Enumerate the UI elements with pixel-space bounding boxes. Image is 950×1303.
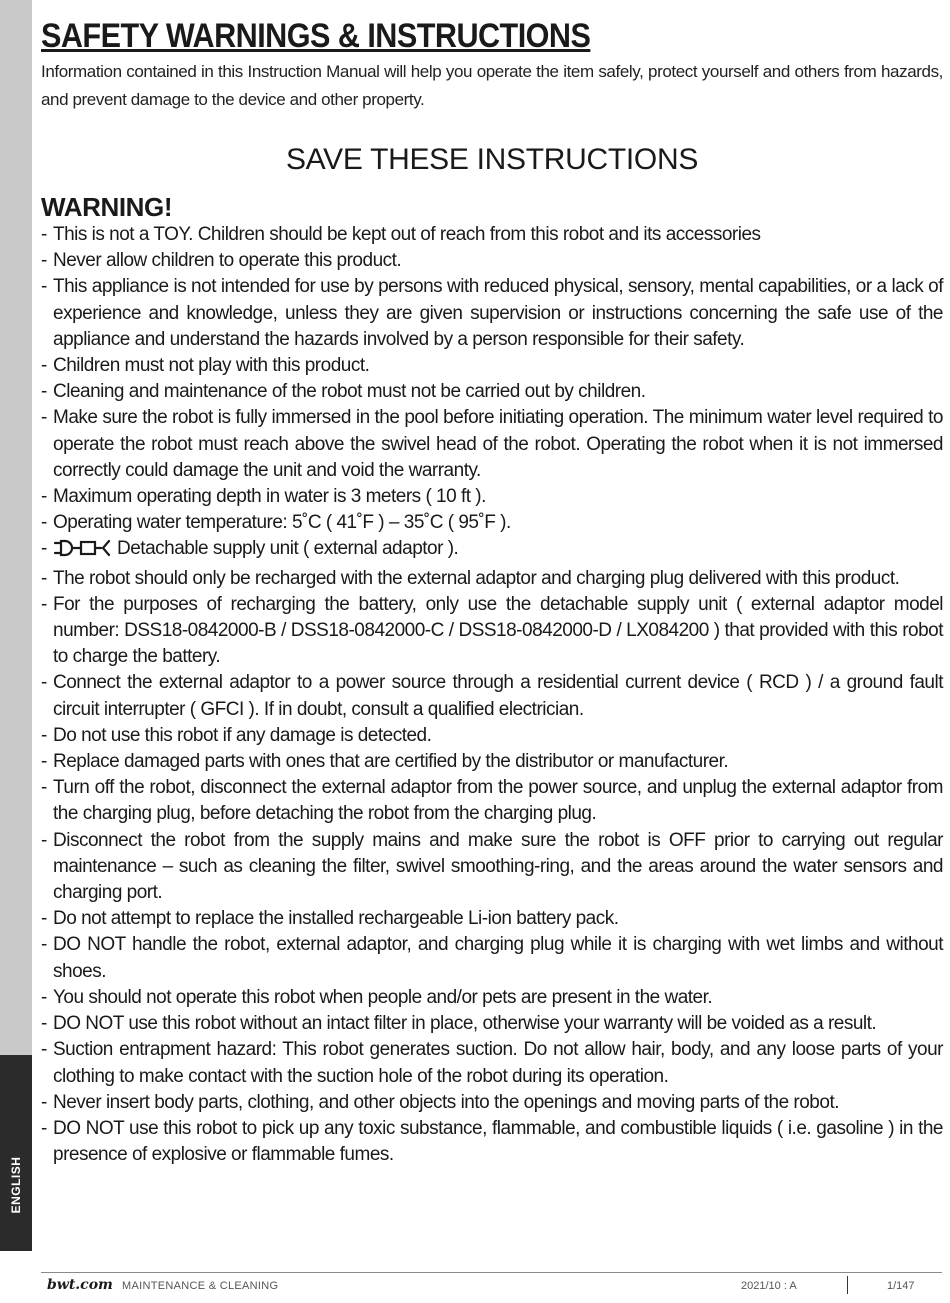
save-instructions-heading: SAVE THESE INSTRUCTIONS (285, 143, 699, 176)
warning-item: - Make sure the robot is fully immersed in the pool before initiating operation. The minimum water level required to operate the robot must reach above the swivel head of the robot. Operating the robot when it is not immersed correctly could damage the unit and void the warranty. (41, 405, 943, 484)
page-content (41, 14, 943, 1168)
footer-date: 2021/10 : A (741, 1280, 797, 1292)
warning-heading: WARNING! (41, 192, 173, 222)
warning-item: - You should not operate this robot when people and/or pets are present in the water. (41, 985, 943, 1011)
intro-paragraph: Information contained in this Instruction Manual will help you operate the item safely, protect yourself and others from hazards, and prevent damage to the device and other property. (41, 62, 943, 109)
warning-item: - Do not attempt to replace the installed rechargeable Li-ion battery pack. (41, 906, 943, 932)
warning-item: - Turn off the robot, disconnect the external adaptor from the power source, and unplug the external adaptor from the charging plug, before detaching the robot from the charging plug. (41, 775, 943, 827)
warning-item: - Maximum operating depth in water is 3 meters ( 10 ft ). (41, 484, 943, 510)
warning-item: - The robot should only be recharged with the external adaptor and charging plug delivered with this product. (41, 566, 943, 592)
language-tab (0, 1055, 32, 1251)
page-footer (41, 1272, 942, 1301)
footer-page-number: 1/147 (887, 1280, 915, 1292)
language-tab-label: ENGLISH (9, 1156, 23, 1214)
warning-item: - DO NOT use this robot to pick up any toxic substance, flammable, and combustible liquids ( i.e. gasoline ) in the presence of explosive or flammable fumes. (41, 1116, 943, 1168)
warning-item: - Children must not play with this product. (41, 353, 943, 379)
warning-item: - Never insert body parts, clothing, and other objects into the openings and moving parts of the robot. (41, 1090, 943, 1116)
footer-divider (847, 1276, 848, 1294)
warning-item-adaptor (41, 536, 943, 565)
warning-item: - Do not use this robot if any damage is detected. (41, 723, 943, 749)
warning-item: - Never allow children to operate this product. (41, 248, 943, 274)
warning-item: - For the purposes of recharging the battery, only use the detachable supply unit ( external adaptor model number: DSS18-0842000-B / DSS18-0842000-C / DSS18-0842000-D / LX084200 ) that provided with this robot to charge the battery. (41, 592, 943, 671)
warning-item: - Suction entrapment hazard: This robot generates suction. Do not allow hair, body, and any loose parts of your clothing to make contact with the suction hole of the robot during its operation. (41, 1037, 943, 1089)
warning-item: - Replace damaged parts with ones that are certified by the distributor or manufacturer. (41, 749, 943, 775)
warning-item: - This is not a TOY. Children should be kept out of reach from this robot and its accessories (41, 222, 943, 248)
side-accent-bar (0, 0, 32, 1055)
warning-item: - Cleaning and maintenance of the robot must not be carried out by children. (41, 379, 943, 405)
warning-item: - Operating water temperature: 5˚C ( 41˚F ) – 35˚C ( 95˚F ). (41, 510, 943, 536)
detachable-supply-unit-icon (53, 539, 113, 565)
warning-item: - This appliance is not intended for use by persons with reduced physical, sensory, mental capabilities, or a lack of experience and knowledge, unless they are given supervision or instructions concerning the safe use of the appliance and understand the hazards involved by a person responsible for their safety. (41, 274, 943, 353)
footer-logo: bwt.com (47, 1277, 113, 1293)
warning-item: - Connect the external adaptor to a power source through a residential current device ( RCD ) / a ground fault circuit interrupter ( GFCI ). If in doubt, consult a qualified electrician. (41, 670, 943, 722)
page-title: SAFETY WARNINGS & INSTRUCTIONS (41, 17, 591, 55)
warning-item-text: Detachable supply unit ( external adaptor ). (117, 538, 459, 560)
warning-item: - DO NOT use this robot without an intact filter in place, otherwise your warranty will be voided as a result. (41, 1011, 943, 1037)
footer-section-name: MAINTENANCE & CLEANING (122, 1280, 279, 1292)
warning-item: - DO NOT handle the robot, external adaptor, and charging plug while it is charging with wet limbs and without shoes. (41, 932, 943, 984)
warning-item: - Disconnect the robot from the supply mains and make sure the robot is OFF prior to carrying out regular maintenance – such as cleaning the filter, swivel smoothing-ring, and the areas around the water sensors and charging port. (41, 828, 943, 907)
warning-list (41, 222, 943, 1168)
